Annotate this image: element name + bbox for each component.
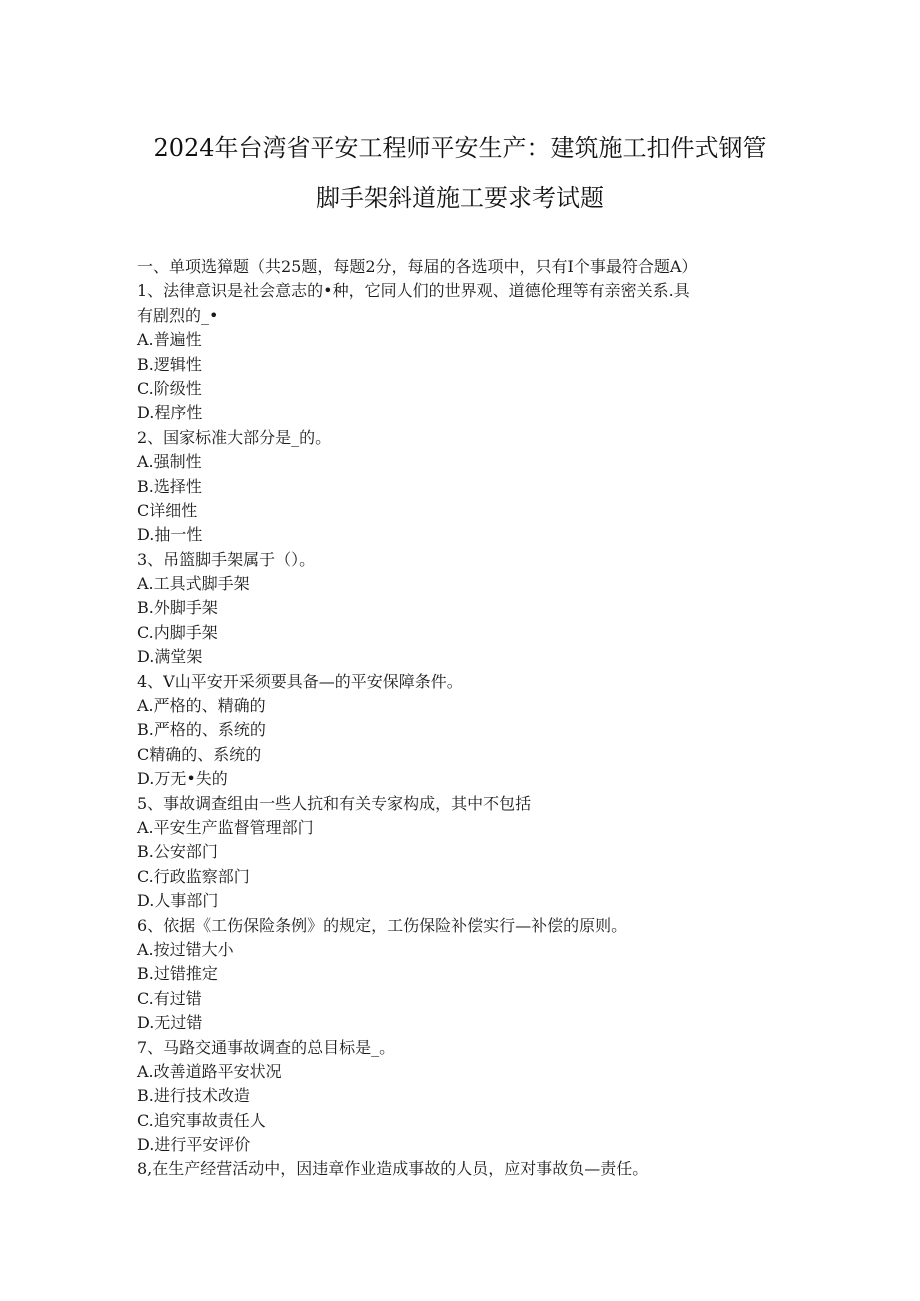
question-2-option-a: A.强制性 [137, 452, 202, 472]
document-body [137, 255, 797, 1182]
question-7-option-c: C.追究事故责任人 [137, 1110, 266, 1130]
question-1-option-d: D.程序性 [137, 403, 203, 423]
question-8-stem: 8,在生产经营活动中，因违章作业造成事故的人员，应对事故负—责任。 [137, 1159, 649, 1179]
question-4-option-a: A.严格的、精确的 [137, 696, 266, 716]
question-2-option-d: D.抽一性 [137, 525, 203, 545]
question-2-stem: 2、国家标准大部分是_的。 [137, 427, 332, 447]
question-2-option-b: B.选择性 [137, 476, 202, 496]
question-5-option-d: D.人事部门 [137, 891, 219, 911]
question-3-option-d: D.满堂架 [137, 647, 203, 667]
question-4-option-b: B.严格的、系统的 [137, 720, 266, 740]
question-6-stem: 6、依据《工伤保险条例》的规定，工伤保险补偿实行—补偿的原则。 [137, 915, 628, 935]
question-5-option-b: B.公安部门 [137, 842, 218, 862]
question-1-option-a: A.普遍性 [137, 330, 202, 350]
question-6-option-a: A.按过错大小 [137, 939, 234, 959]
question-1-option-c: C.阶级性 [137, 378, 202, 398]
question-7-stem: 7、马路交通事故调查的总目标是_。 [137, 1037, 396, 1057]
question-6-option-b: B.过错推定 [137, 964, 218, 984]
question-3-option-c: C.内脚手架 [137, 622, 218, 642]
section-heading: 一、单项选獐题（共25题，每题2分，每届的各选项中，只有I个事最符合题A） [137, 257, 698, 276]
question-4-stem: 4、V山平安开采须要具备—的平安保障条件。 [137, 671, 463, 691]
question-3-option-a: A.工具式脚手架 [137, 574, 250, 594]
question-1-stem-line-2: 有剧烈的_• [137, 305, 219, 325]
question-5-option-c: C.行政监察部门 [137, 866, 250, 886]
question-5-stem: 5、事故调查组由一些人抗和有关专家构成，其中不包括 [137, 793, 532, 813]
question-7-option-a: A.改善道路平安状况 [137, 1061, 282, 1081]
document-title-line-1: 2024年台湾省平安工程师平安生产：建筑施工扣件式钢管 [153, 134, 767, 162]
question-1-option-b: B.逻辑性 [137, 354, 202, 374]
question-4-option-d: D.万无•失的 [137, 769, 228, 789]
question-2-option-c: C详细性 [137, 500, 198, 520]
question-1-stem-line-1: 1、法律意识是社会意志的•种，它同人们的世界观、道德伦理等有亲密关系.具 [137, 281, 690, 301]
question-6-option-c: C.有过错 [137, 988, 202, 1008]
question-7-option-b: B.进行技术改造 [137, 1086, 250, 1106]
question-7-option-d: D.进行平安评价 [137, 1135, 251, 1155]
question-3-option-b: B.外脚手架 [137, 598, 218, 618]
question-6-option-d: D.无过错 [137, 1013, 203, 1033]
question-5-option-a: A.平安生产监督管理部门 [137, 817, 314, 837]
document-title-line-2: 脚手架斜道施工要求考试题 [316, 184, 604, 212]
question-3-stem: 3、吊篮脚手架属于（）。 [137, 549, 316, 569]
question-4-option-c: C精确的、系统的 [137, 744, 262, 764]
